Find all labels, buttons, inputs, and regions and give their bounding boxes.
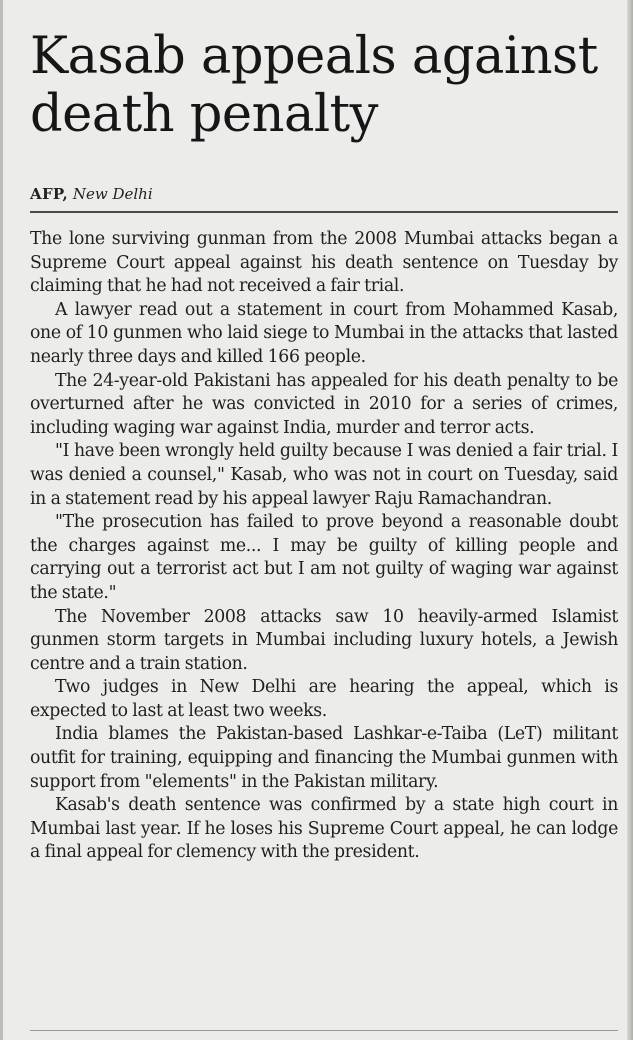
article-paragraph-2: A lawyer read out a statement in court from Mohammed Kasab, one of 10 gunmen who laid siege to Mumbai in the attacks that lasted nearly three days and killed 166 people.: [30, 299, 618, 367]
article-paragraph-1: The lone surviving gunman from the 2008 Mumbai attacks began a Supreme Court appeal against his death sentence on Tuesday by claiming that he had not received a fair trial.: [30, 229, 618, 297]
article-paragraph-5: "The prosecution has failed to prove beyond a reasonable doubt the charges against me... I may be guilty of killing people and carrying out a terrorist act but I am not guilty of waging war against the state.": [30, 512, 618, 603]
article-paragraph-6: The November 2008 attacks saw 10 heavily-armed Islamist gunmen storm targets in Mumbai including luxury hotels, a Jewish centre and a train station.: [30, 606, 618, 674]
article-paragraph-4: "I have been wrongly held guilty because I was denied a fair trial. I was denied a counsel," Kasab, who was not in court on Tuesday, said in a statement read by his appeal lawyer Raju Ramachandran.: [30, 441, 618, 509]
article-body: [30, 228, 618, 865]
bottom-divider: [30, 1030, 618, 1031]
clipping-left-edge: [0, 0, 3, 1040]
article-paragraph-8: India blames the Pakistan-based Lashkar-e-Taiba (LeT) militant outfit for training, equipping and financing the Mumbai gunmen with support from "elements" in the Pakistan military.: [30, 724, 618, 792]
article-headline: Kasab appeals against death penalty: [30, 27, 598, 144]
article-paragraph-3: The 24-year-old Pakistani has appealed for his death penalty to be overturned after he was convicted in 2010 for a series of crimes, including waging war against India, murder and terror acts.: [30, 370, 618, 438]
byline-place: New Delhi: [72, 185, 153, 203]
article-paragraph-7: Two judges in New Delhi are hearing the appeal, which is expected to last at least two weeks.: [30, 677, 618, 721]
headline-divider: [30, 211, 618, 213]
article-paragraph-9: Kasab's death sentence was confirmed by a state high court in Mumbai last year. If he loses his Supreme Court appeal, he can lodge a final appeal for clemency with the president.: [30, 795, 618, 863]
article-byline: [30, 184, 153, 204]
clipping-right-edge: [627, 0, 633, 1040]
byline-agency: AFP,: [30, 185, 69, 203]
